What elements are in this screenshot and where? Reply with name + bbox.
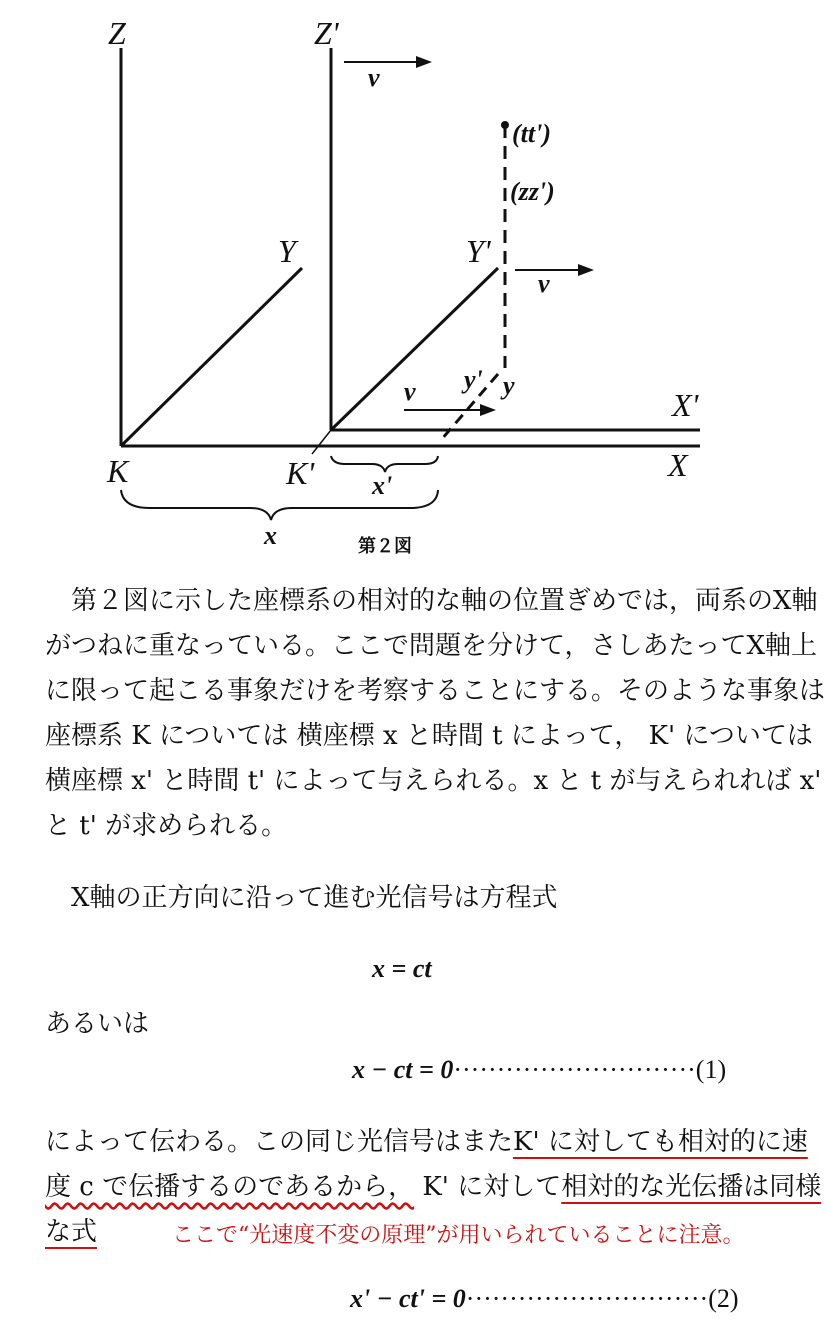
- equation-2-number: (2): [708, 1284, 739, 1313]
- label-small-y-prime: y': [464, 365, 483, 394]
- label-y-prime: Y': [466, 233, 491, 269]
- equation-1-number: (1): [695, 1055, 727, 1084]
- equation-2-lhs: x' − ct' = 0: [350, 1284, 466, 1313]
- label-z-prime: Z': [314, 15, 339, 51]
- label-y: Y: [278, 233, 296, 269]
- text-line: と t' が求められる。: [45, 811, 288, 841]
- paragraph-1: [45, 579, 826, 849]
- label-tt: (tt'): [512, 119, 551, 148]
- equation-main: [372, 954, 432, 984]
- text-line: [45, 1120, 808, 1165]
- text-line: がつねに重なっている。ここで問題を分けて，さしあたってX軸上: [45, 631, 817, 661]
- label-x: X: [668, 447, 688, 483]
- label-brace-x: x: [264, 521, 277, 550]
- velocity-arrow-low: [404, 404, 496, 416]
- text-line: 第２図に示した座標系の相対的な軸の位置ぎめでは，両系のX軸: [71, 586, 818, 616]
- text-segment: K' に対して: [414, 1172, 562, 1202]
- text-segment: によって伝わる。この同じ光信号はまた: [45, 1127, 514, 1157]
- equation-1-dots: ····························: [453, 1055, 696, 1084]
- red-annotation: ここで“光速度不変の原理”が用いられていることに注意。: [172, 1223, 745, 1248]
- event-point: [501, 121, 509, 129]
- text-line: [45, 1165, 822, 1210]
- label-k-prime: K': [286, 455, 315, 491]
- figure-caption: 第２図: [358, 536, 412, 557]
- label-v-mid: v: [538, 269, 550, 298]
- brace-x-prime: [331, 456, 438, 472]
- wavy-underlined-segment: 度 c で伝播するのであるから，: [45, 1172, 415, 1202]
- underlined-segment: K' に対しても相対的に速: [513, 1127, 808, 1157]
- label-v-low: v: [404, 377, 416, 406]
- paragraph-2: [45, 876, 790, 921]
- label-x-prime: X': [672, 387, 699, 423]
- label-zz: (zz'): [510, 177, 555, 206]
- aruiha-line: [45, 1002, 790, 1047]
- label-v-top: v: [368, 63, 380, 92]
- y-axis: [121, 268, 302, 446]
- equation-1-lhs: x − ct = 0: [352, 1055, 454, 1084]
- underlined-segment: な式: [45, 1217, 98, 1247]
- velocity-arrow-mid: [515, 264, 594, 276]
- underlined-segment: 相対的な光伝播は同様: [561, 1172, 822, 1202]
- coordinate-figure: [0, 0, 829, 570]
- equation-main-text: x = ct: [372, 954, 432, 983]
- label-small-y: y: [503, 371, 515, 400]
- equation-2: [350, 1284, 739, 1314]
- label-brace-x-prime: x': [372, 471, 393, 500]
- text-line: X軸の正方向に沿って進む光信号は方程式: [71, 883, 558, 913]
- equation-2-dots: ····························: [465, 1284, 709, 1313]
- text-line: あるいは: [45, 1009, 150, 1039]
- text-line: に限って起こる事象だけを考察することにする。そのような事象は: [45, 676, 826, 706]
- velocity-arrow-top: [344, 56, 432, 68]
- text-line: 座標系 K については 横座標 x と時間 t によって， K' については: [45, 721, 813, 751]
- label-k: K: [107, 453, 129, 489]
- k-prime-connector: [312, 430, 331, 454]
- label-z: Z: [108, 15, 126, 51]
- equation-1: [352, 1055, 726, 1085]
- text-line: 横座標 x' と時間 t' によって与えられる。x と t が与えられれば x': [45, 766, 822, 796]
